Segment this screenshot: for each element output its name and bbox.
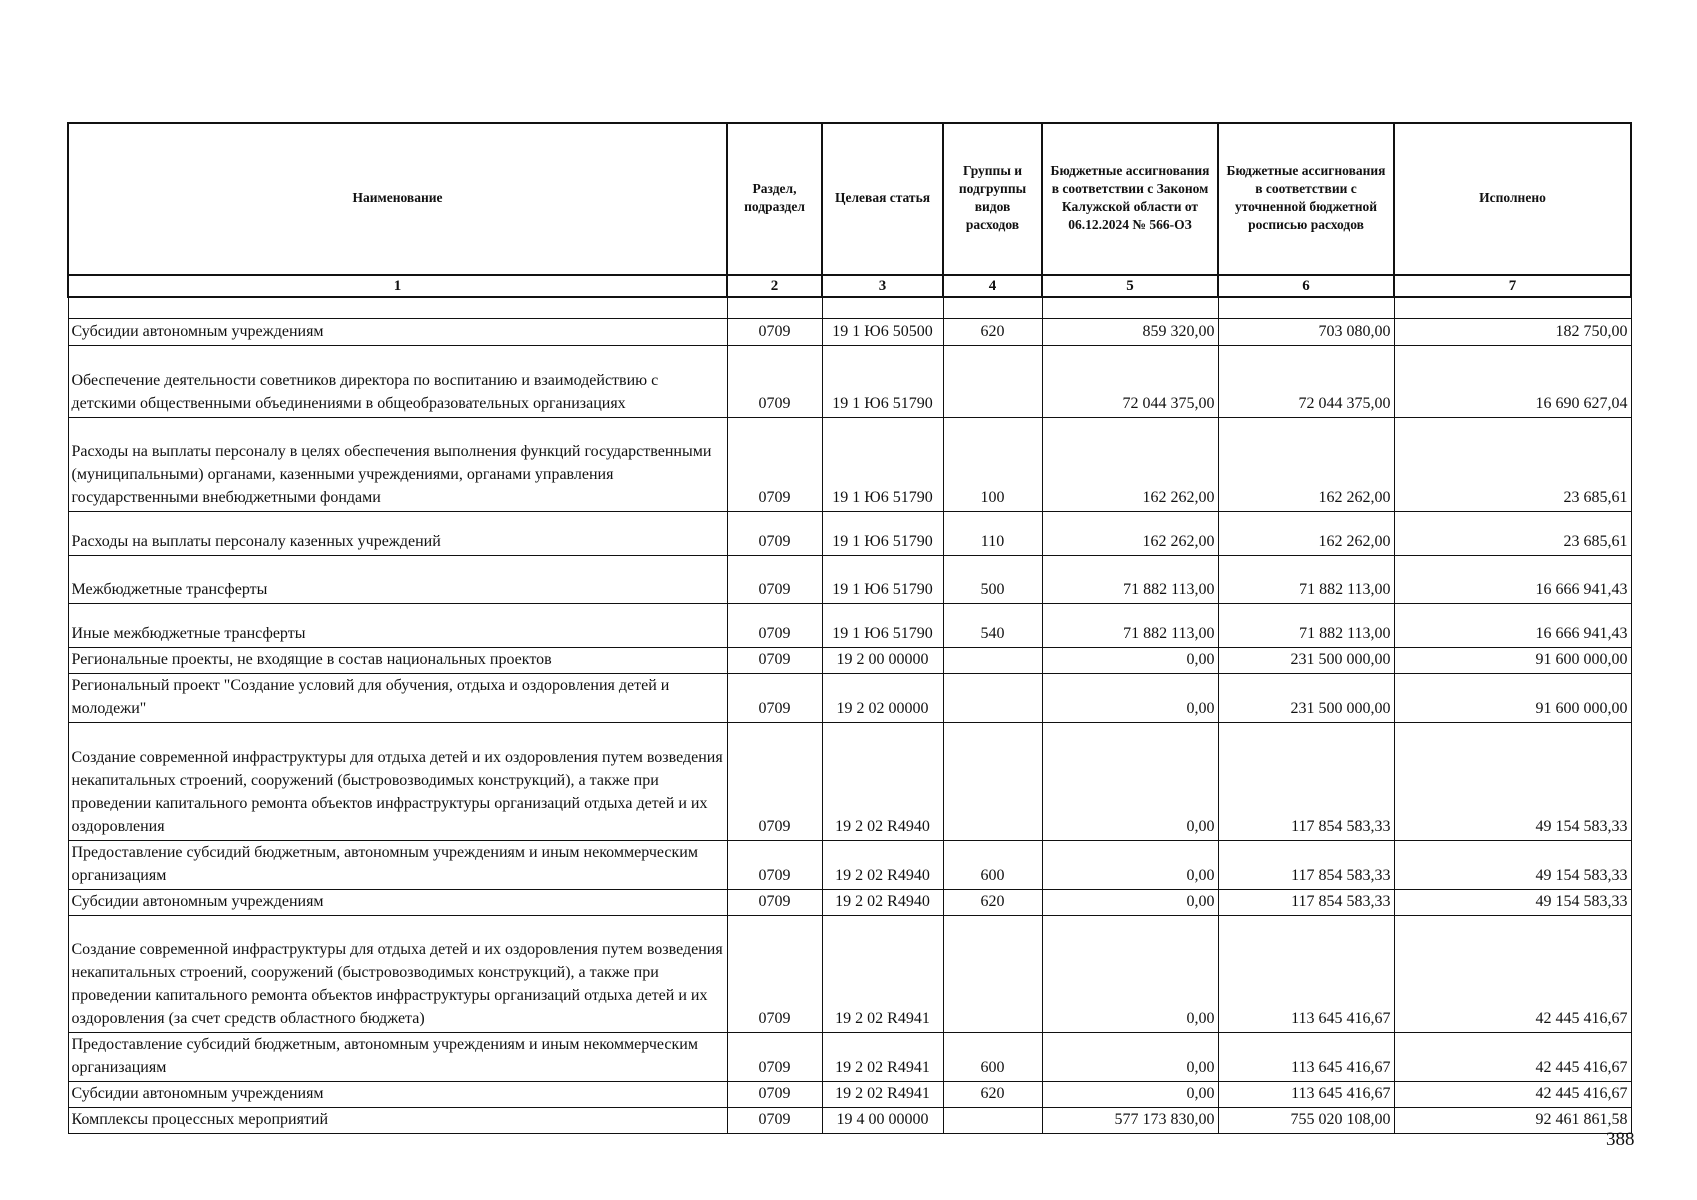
- table-row: [68, 1033, 1631, 1082]
- row-expense-group: 620: [943, 890, 1042, 916]
- row-revised-allocation: 231 500 000,00: [1218, 648, 1394, 674]
- row-expense-group: 500: [943, 556, 1042, 604]
- column-number: 5: [1042, 275, 1218, 297]
- column-number: 1: [68, 275, 727, 297]
- row-revised-allocation: 162 262,00: [1218, 512, 1394, 556]
- row-target-article: 19 1 Ю6 51790: [822, 604, 943, 648]
- row-section: 0709: [727, 1033, 822, 1082]
- row-name: Создание современной инфраструктуры для отдыха детей и их оздоровления путем возведения некапитальных строений, сооружений (быстровозводимых конструкций), а также при проведении капитального ремонта объектов инфраструктуры организаций отдыха детей и их оздоровления: [68, 723, 727, 841]
- row-target-article: 19 2 02 R4941: [822, 1033, 943, 1082]
- column-number: 7: [1394, 275, 1631, 297]
- row-expense-group: [943, 916, 1042, 1033]
- row-section: 0709: [727, 1108, 822, 1134]
- row-expense-group: 620: [943, 319, 1042, 346]
- row-section: 0709: [727, 890, 822, 916]
- row-law-allocation: 577 173 830,00: [1042, 1108, 1218, 1134]
- row-revised-allocation: 703 080,00: [1218, 319, 1394, 346]
- row-target-article: 19 2 02 00000: [822, 674, 943, 723]
- row-section: 0709: [727, 512, 822, 556]
- page-number: 388: [1606, 1129, 1635, 1150]
- row-executed: 42 445 416,67: [1394, 1082, 1631, 1108]
- row-expense-group: 620: [943, 1082, 1042, 1108]
- table-row: [68, 418, 1631, 512]
- row-name: Региональный проект "Создание условий для обучения, отдыха и оздоровления детей и молодежи": [68, 674, 727, 723]
- row-target-article: 19 2 02 R4940: [822, 890, 943, 916]
- row-law-allocation: 0,00: [1042, 648, 1218, 674]
- row-law-allocation: 0,00: [1042, 916, 1218, 1033]
- row-executed: 182 750,00: [1394, 319, 1631, 346]
- budget-table-container: [67, 122, 1630, 1134]
- row-executed: 49 154 583,33: [1394, 841, 1631, 890]
- table-row: [68, 556, 1631, 604]
- column-number: 6: [1218, 275, 1394, 297]
- row-executed: 42 445 416,67: [1394, 1033, 1631, 1082]
- table-row: [68, 512, 1631, 556]
- table-row: [68, 648, 1631, 674]
- table-row: [68, 346, 1631, 418]
- row-executed: 16 666 941,43: [1394, 556, 1631, 604]
- row-executed: 91 600 000,00: [1394, 674, 1631, 723]
- row-section: 0709: [727, 648, 822, 674]
- row-law-allocation: 0,00: [1042, 1082, 1218, 1108]
- row-name: Обеспечение деятельности советников директора по воспитанию и взаимодействию с детскими общественными объединениями в общеобразовательных организациях: [68, 346, 727, 418]
- row-target-article: 19 1 Ю6 51790: [822, 418, 943, 512]
- table-row: [68, 674, 1631, 723]
- row-section: 0709: [727, 418, 822, 512]
- row-section: 0709: [727, 346, 822, 418]
- header-executed: Исполнено: [1394, 123, 1631, 275]
- row-law-allocation: 0,00: [1042, 890, 1218, 916]
- row-expense-group: 600: [943, 841, 1042, 890]
- row-law-allocation: 0,00: [1042, 1033, 1218, 1082]
- row-section: 0709: [727, 556, 822, 604]
- header-target-article: Целевая статья: [822, 123, 943, 275]
- row-revised-allocation: 71 882 113,00: [1218, 556, 1394, 604]
- row-executed: 49 154 583,33: [1394, 890, 1631, 916]
- row-target-article: 19 2 02 R4941: [822, 1082, 943, 1108]
- table-row: [68, 723, 1631, 841]
- row-expense-group: 540: [943, 604, 1042, 648]
- row-section: 0709: [727, 1082, 822, 1108]
- row-name: Региональные проекты, не входящие в состав национальных проектов: [68, 648, 727, 674]
- row-executed: 49 154 583,33: [1394, 723, 1631, 841]
- row-target-article: 19 2 02 R4940: [822, 723, 943, 841]
- row-expense-group: [943, 346, 1042, 418]
- row-executed: 42 445 416,67: [1394, 916, 1631, 1033]
- row-name: Предоставление субсидий бюджетным, автономным учреждениям и иным некоммерческим организациям: [68, 841, 727, 890]
- row-law-allocation: 72 044 375,00: [1042, 346, 1218, 418]
- row-target-article: 19 1 Ю6 51790: [822, 346, 943, 418]
- column-number: 2: [727, 275, 822, 297]
- row-executed: 23 685,61: [1394, 512, 1631, 556]
- row-name: Субсидии автономным учреждениям: [68, 319, 727, 346]
- row-revised-allocation: 231 500 000,00: [1218, 674, 1394, 723]
- column-number: 4: [943, 275, 1042, 297]
- row-revised-allocation: 113 645 416,67: [1218, 1033, 1394, 1082]
- table-row: [68, 1082, 1631, 1108]
- row-executed: 92 461 861,58: [1394, 1108, 1631, 1134]
- row-law-allocation: 0,00: [1042, 841, 1218, 890]
- row-section: 0709: [727, 916, 822, 1033]
- row-name: Создание современной инфраструктуры для отдыха детей и их оздоровления путем возведения некапитальных строений, сооружений (быстровозводимых конструкций), а также при проведении капитального ремонта объектов инфраструктуры организаций отдыха детей и их оздоровления (за счет средств областного бюджета): [68, 916, 727, 1033]
- header-row: [68, 123, 1631, 275]
- header-revised-allocation: Бюджетные ассигнования в соответствии с уточненной бюджетной росписью расходов: [1218, 123, 1394, 275]
- column-number-row: [68, 275, 1631, 297]
- row-revised-allocation: 117 854 583,33: [1218, 890, 1394, 916]
- row-target-article: 19 2 02 R4940: [822, 841, 943, 890]
- row-name: Субсидии автономным учреждениям: [68, 890, 727, 916]
- row-executed: 16 666 941,43: [1394, 604, 1631, 648]
- row-section: 0709: [727, 674, 822, 723]
- budget-execution-table: [67, 122, 1632, 1134]
- row-revised-allocation: 117 854 583,33: [1218, 841, 1394, 890]
- row-target-article: 19 2 02 R4941: [822, 916, 943, 1033]
- row-name: Расходы на выплаты персоналу казенных учреждений: [68, 512, 727, 556]
- table-row: [68, 319, 1631, 346]
- table-row: [68, 841, 1631, 890]
- row-law-allocation: 71 882 113,00: [1042, 556, 1218, 604]
- row-law-allocation: 859 320,00: [1042, 319, 1218, 346]
- row-revised-allocation: 72 044 375,00: [1218, 346, 1394, 418]
- row-law-allocation: 0,00: [1042, 674, 1218, 723]
- row-executed: 23 685,61: [1394, 418, 1631, 512]
- row-name: Межбюджетные трансферты: [68, 556, 727, 604]
- row-target-article: 19 1 Ю6 51790: [822, 512, 943, 556]
- header-law-allocation: Бюджетные ассигнования в соответствии с Законом Калужской области от 06.12.2024 № 566-ОЗ: [1042, 123, 1218, 275]
- row-expense-group: [943, 1108, 1042, 1134]
- row-revised-allocation: 117 854 583,33: [1218, 723, 1394, 841]
- spacer-row: [68, 297, 1631, 319]
- row-law-allocation: 162 262,00: [1042, 418, 1218, 512]
- row-section: 0709: [727, 723, 822, 841]
- row-revised-allocation: 113 645 416,67: [1218, 916, 1394, 1033]
- row-revised-allocation: 755 020 108,00: [1218, 1108, 1394, 1134]
- row-expense-group: 110: [943, 512, 1042, 556]
- row-law-allocation: 71 882 113,00: [1042, 604, 1218, 648]
- row-revised-allocation: 71 882 113,00: [1218, 604, 1394, 648]
- table-row: [68, 1108, 1631, 1134]
- row-law-allocation: 0,00: [1042, 723, 1218, 841]
- row-target-article: 19 2 00 00000: [822, 648, 943, 674]
- row-executed: 91 600 000,00: [1394, 648, 1631, 674]
- header-name: Наименование: [68, 123, 727, 275]
- row-name: Расходы на выплаты персоналу в целях обеспечения выполнения функций государственными (муниципальными) органами, казенными учреждениями, органами управления государственными внебюджетными фондами: [68, 418, 727, 512]
- row-target-article: 19 1 Ю6 50500: [822, 319, 943, 346]
- row-name: Субсидии автономным учреждениям: [68, 1082, 727, 1108]
- row-name: Предоставление субсидий бюджетным, автономным учреждениям и иным некоммерческим организациям: [68, 1033, 727, 1082]
- row-expense-group: [943, 648, 1042, 674]
- row-section: 0709: [727, 319, 822, 346]
- row-revised-allocation: 113 645 416,67: [1218, 1082, 1394, 1108]
- row-executed: 16 690 627,04: [1394, 346, 1631, 418]
- row-name: Иные межбюджетные трансферты: [68, 604, 727, 648]
- table-row: [68, 604, 1631, 648]
- row-law-allocation: 162 262,00: [1042, 512, 1218, 556]
- row-name: Комплексы процессных мероприятий: [68, 1108, 727, 1134]
- row-target-article: 19 4 00 00000: [822, 1108, 943, 1134]
- row-section: 0709: [727, 841, 822, 890]
- table-row: [68, 916, 1631, 1033]
- table-row: [68, 890, 1631, 916]
- row-expense-group: [943, 674, 1042, 723]
- header-section: Раздел, подраздел: [727, 123, 822, 275]
- row-target-article: 19 1 Ю6 51790: [822, 556, 943, 604]
- column-number: 3: [822, 275, 943, 297]
- row-revised-allocation: 162 262,00: [1218, 418, 1394, 512]
- header-expense-group: Группы и подгруппы видов расходов: [943, 123, 1042, 275]
- row-expense-group: 600: [943, 1033, 1042, 1082]
- row-expense-group: 100: [943, 418, 1042, 512]
- row-section: 0709: [727, 604, 822, 648]
- row-expense-group: [943, 723, 1042, 841]
